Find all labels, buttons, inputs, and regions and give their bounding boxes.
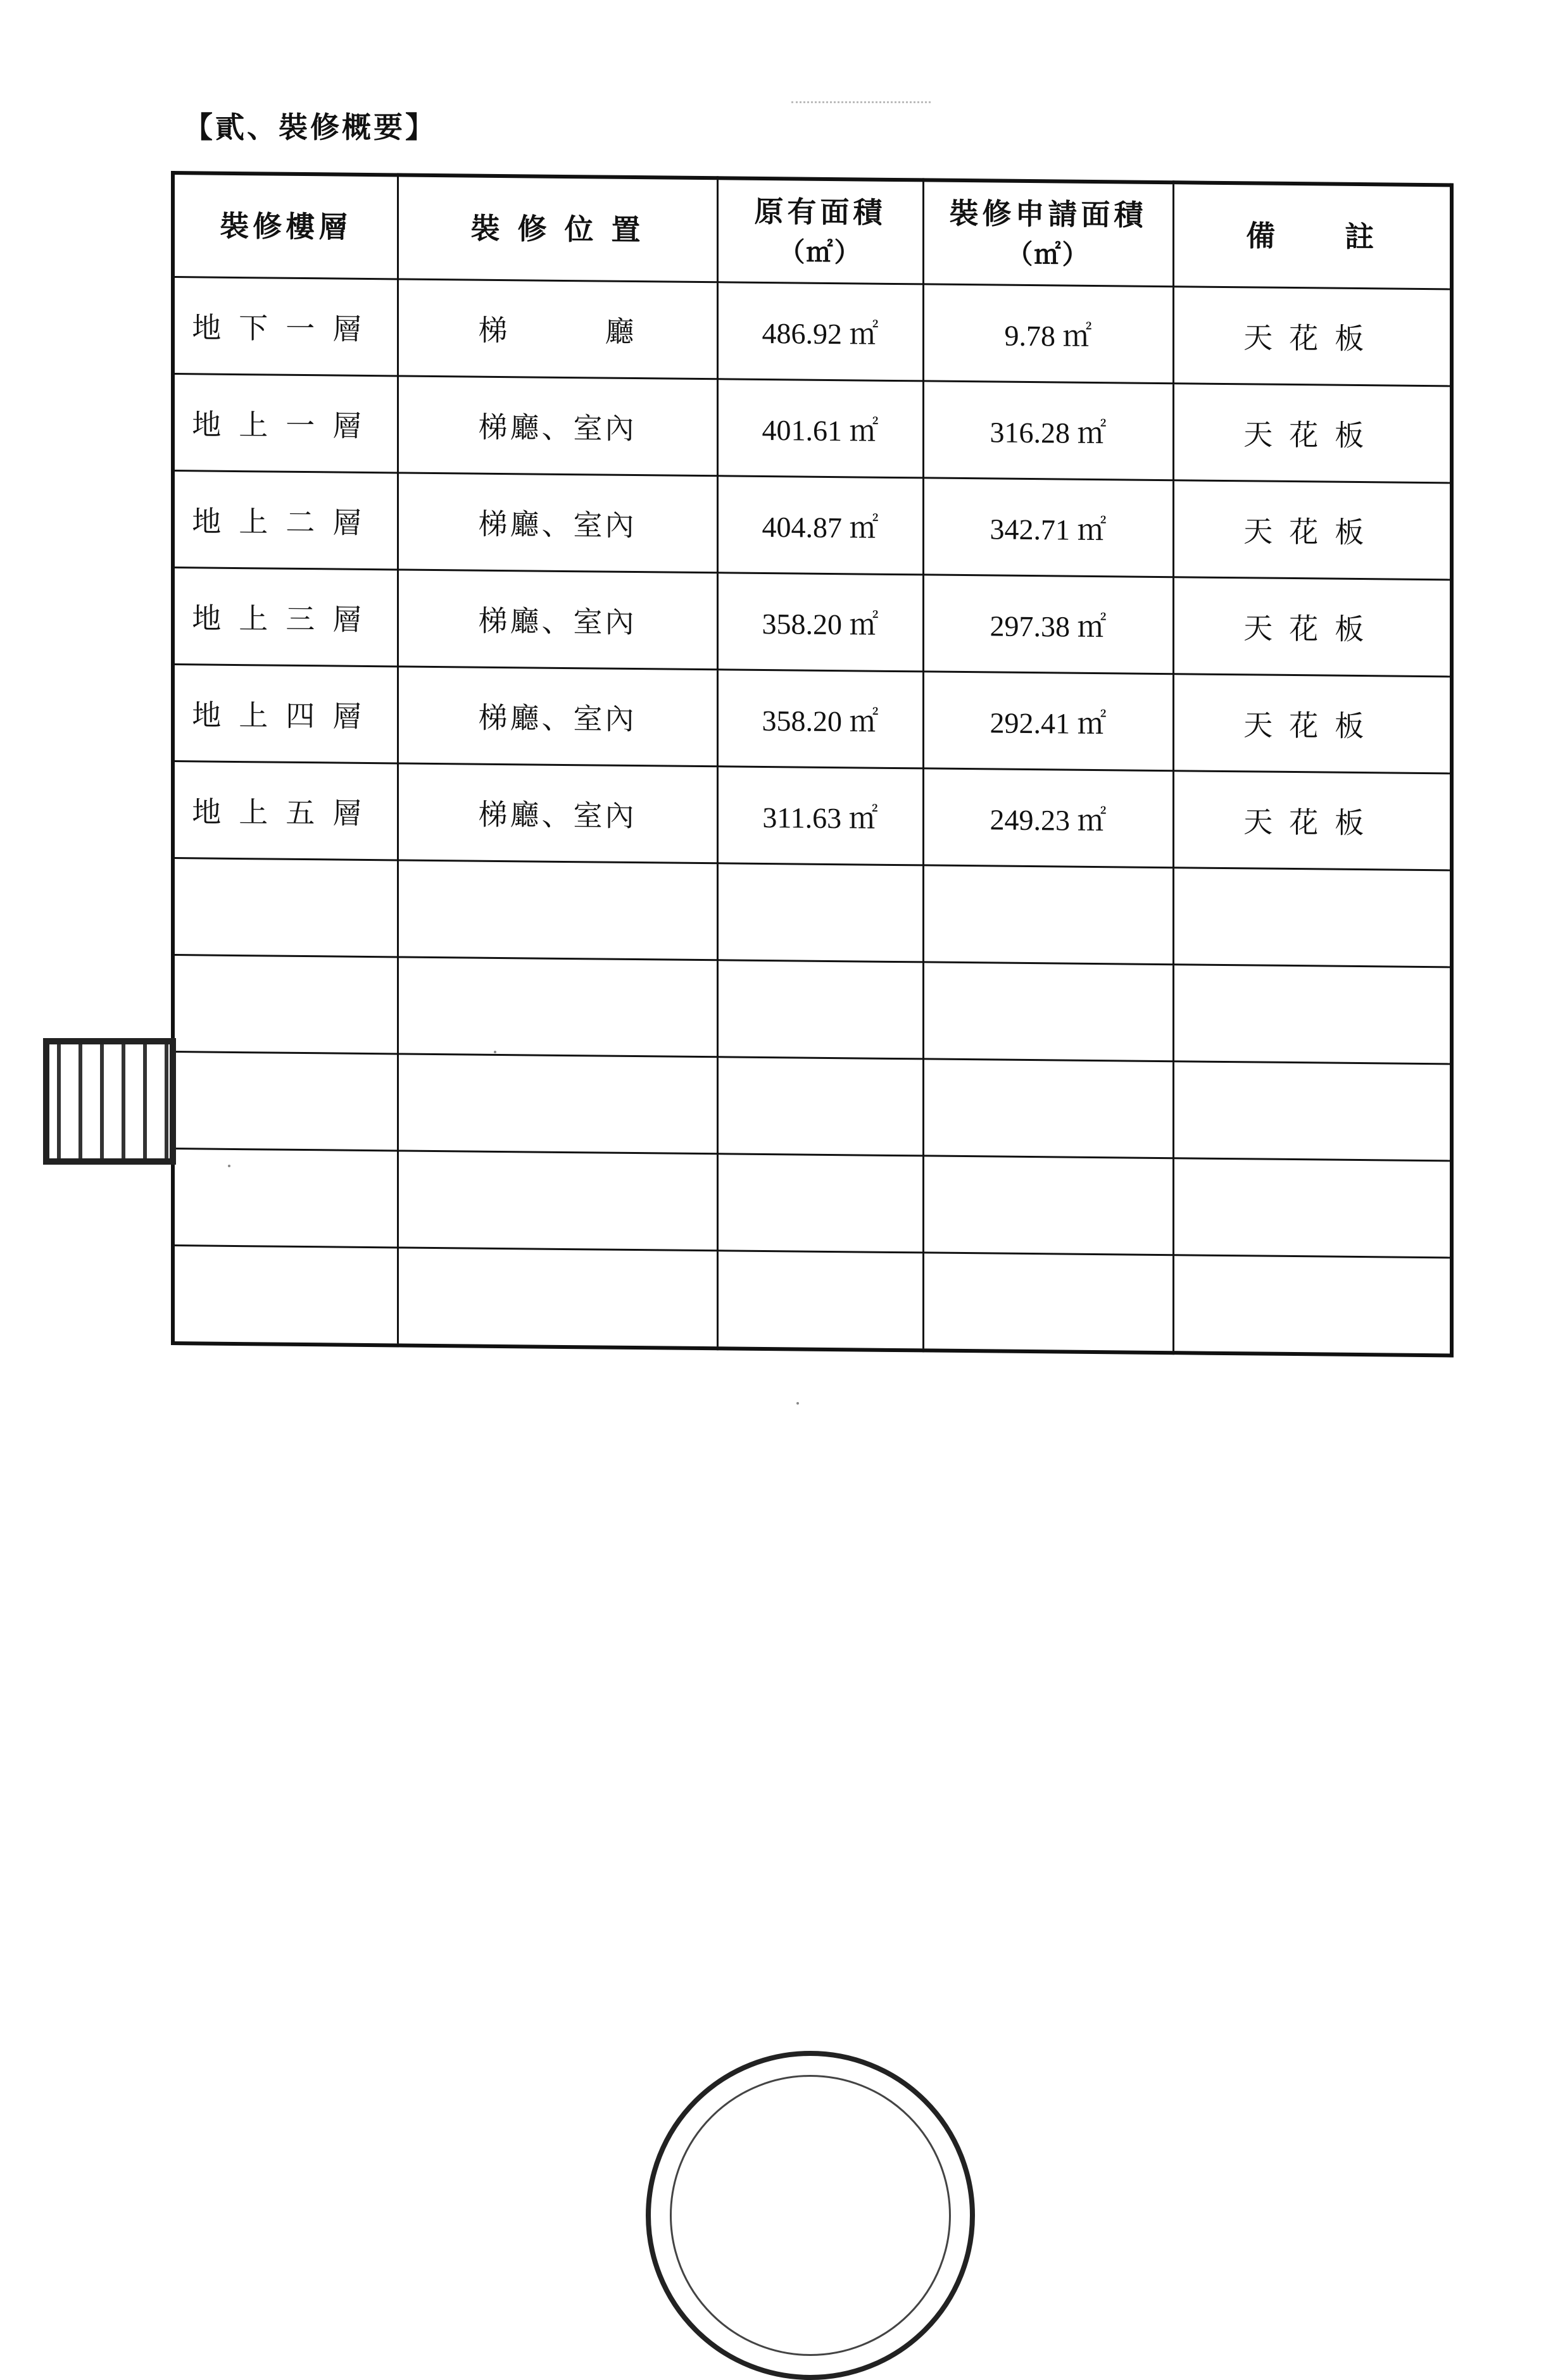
empty-cell [173,1246,398,1346]
cell-original-area: 401.61 ㎡ [717,379,923,478]
empty-cell [398,1248,717,1348]
scan-speck [796,1402,799,1405]
empty-cell [717,1057,923,1156]
table-header-row [173,173,1452,289]
cell-floor: 地上二層 [173,471,398,570]
scan-mark [791,101,931,110]
empty-cell [923,1253,1173,1353]
empty-cell [1173,965,1452,1064]
cell-floor: 地上五層 [173,761,398,860]
cell-original-area: 486.92 ㎡ [717,282,923,381]
table-row [173,374,1452,483]
empty-table-row [173,1149,1452,1258]
empty-table-row [173,1052,1452,1161]
cell-position: 梯廳、室內 [398,763,717,863]
empty-cell [398,1054,717,1154]
table-row [173,665,1452,774]
header-floor: 裝修樓層 [173,173,398,279]
cell-floor: 地下一層 [173,277,398,376]
cell-applied-area: 316.28 ㎡ [923,381,1173,480]
cell-position: 梯廳、室內 [398,473,717,573]
cell-original-area: 404.87 ㎡ [717,476,923,575]
cell-applied-area: 342.71 ㎡ [923,478,1173,577]
cell-position: 梯廳、室內 [398,667,717,767]
header-note: 備 註 [1173,182,1452,289]
header-original-area [717,178,923,284]
cell-applied-area: 297.38 ㎡ [923,575,1173,674]
architect-seal [43,1038,176,1165]
empty-cell [398,957,717,1057]
empty-cell [1173,868,1452,967]
empty-cell [173,1052,398,1151]
empty-cell [173,858,398,957]
cell-note: 天花板 [1173,674,1452,774]
cell-original-area: 311.63 ㎡ [717,767,923,865]
cell-position: 梯廳、室內 [398,376,717,476]
empty-cell [717,1154,923,1253]
section-title: 【貳、裝修概要】 [184,110,437,144]
cell-floor: 地上一層 [173,374,398,473]
empty-cell [923,865,1173,965]
empty-table-row [173,955,1452,1064]
empty-cell [923,1059,1173,1158]
header-position: 裝 修 位 置 [398,175,717,282]
cell-applied-area: 249.23 ㎡ [923,768,1173,868]
cell-floor: 地上三層 [173,568,398,667]
empty-cell [1173,1255,1452,1356]
empty-table-row [173,858,1452,967]
table-row [173,277,1452,386]
scan-speck [494,1051,496,1053]
header-applied-area [923,180,1173,286]
cell-note: 天花板 [1173,480,1452,580]
empty-cell [717,863,923,962]
cell-position: 梯 廳 [398,279,717,379]
cell-note: 天花板 [1173,771,1452,870]
cell-note: 天花板 [1173,287,1452,386]
table-row [173,471,1452,580]
cell-position: 梯廳、室內 [398,570,717,670]
header-original-area-unit: （㎡） [778,236,862,268]
table-row [173,568,1452,677]
cell-original-area: 358.20 ㎡ [717,670,923,768]
empty-cell [717,1251,923,1351]
cell-applied-area: 9.78 ㎡ [923,284,1173,384]
cell-note: 天花板 [1173,577,1452,677]
cell-floor: 地上四層 [173,665,398,763]
empty-cell [1173,1062,1452,1161]
empty-cell [398,1151,717,1251]
empty-cell [1173,1158,1452,1258]
empty-cell [173,955,398,1054]
empty-cell [173,1149,398,1248]
header-applied-area-unit: （㎡） [1006,238,1090,270]
header-original-area-label: 原有面積 [754,194,886,230]
empty-table-row [173,1246,1452,1356]
scan-speck [228,1165,230,1167]
renovation-summary-table [171,171,1454,1357]
cell-original-area: 358.20 ㎡ [717,573,923,672]
empty-cell [398,860,717,960]
empty-cell [923,962,1173,1062]
empty-cell [923,1156,1173,1255]
table-row [173,761,1452,870]
office-seal [646,2051,975,2380]
cell-applied-area: 292.41 ㎡ [923,672,1173,771]
header-applied-area-label: 裝修申請面積 [949,196,1147,233]
empty-cell [717,960,923,1059]
cell-note: 天花板 [1173,384,1452,483]
